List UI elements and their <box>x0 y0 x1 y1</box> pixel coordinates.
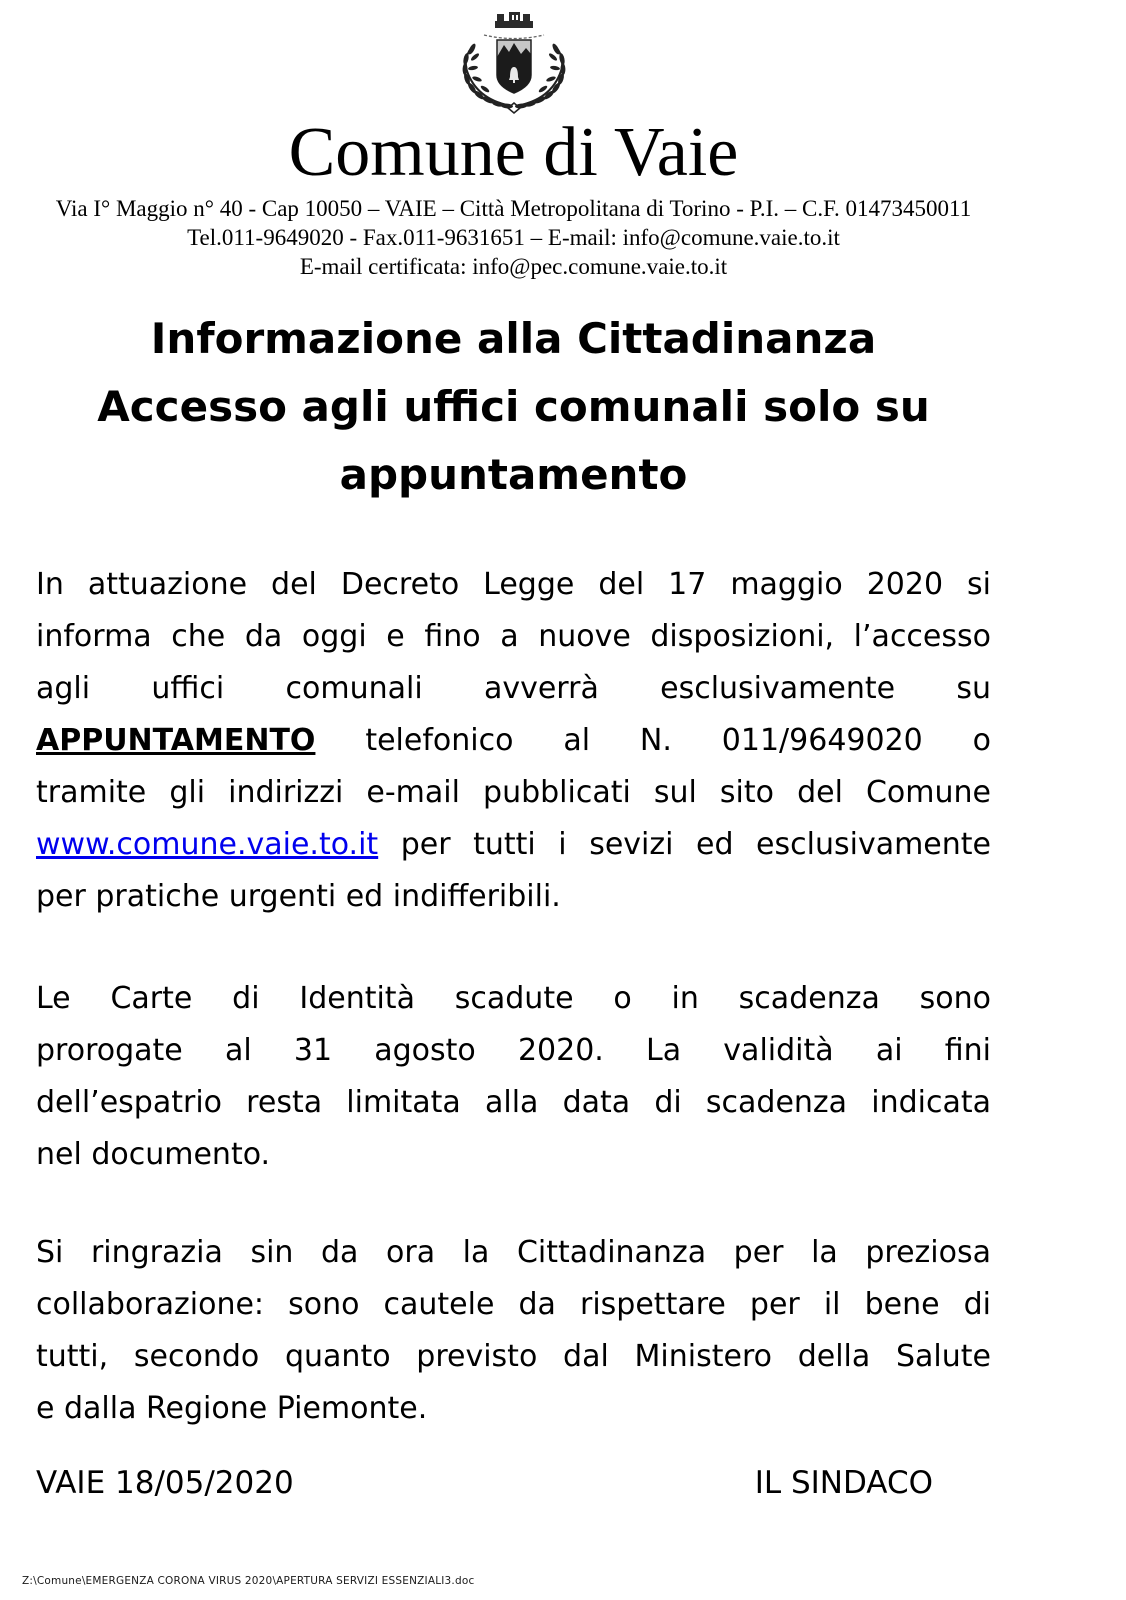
paragraph-appointment-rule <box>36 559 991 923</box>
notice-title-line-2: Accesso agli uffici comunali solo su <box>97 381 930 431</box>
appuntamento-emphasis: APPUNTAMENTO <box>36 722 316 758</box>
address-line-2: Tel.011-9649020 - Fax.011-9631651 – E-mail: info@comune.vaie.to.it <box>187 224 840 250</box>
text-line <box>36 819 991 871</box>
paragraph-identity-cards <box>36 973 991 1181</box>
text-line: e dalla Regione Piemonte. <box>36 1390 428 1426</box>
text-line: prorogate al 31 agosto 2020. La validità ai fini <box>36 1032 991 1068</box>
address-line-3: E-mail certificata: info@pec.comune.vaie.to.it <box>299 253 728 279</box>
text-line: dell’espatrio resta limitata alla data di scadenza indicata <box>36 1084 991 1120</box>
place-and-date: VAIE 18/05/2020 <box>36 1464 294 1501</box>
text-line: Si ringrazia sin da ora la Cittadinanza per la preziosa <box>36 1234 991 1270</box>
text-line: collaborazione: sono cautele da rispettare per il bene di <box>36 1286 991 1322</box>
municipality-name: Comune di Vaie <box>288 114 739 191</box>
text-segment: telefonico al N. 011/9649020 o <box>315 722 991 758</box>
text-line: tramite gli indirizzi e-mail pubblicati sul sito del Comune <box>36 774 991 810</box>
text-line: informa che da oggi e fino a nuove disposizioni, l’accesso <box>36 618 991 654</box>
notice-title-line-3: appuntamento <box>339 449 688 499</box>
text-line <box>36 715 991 767</box>
text-line: In attuazione del Decreto Legge del 17 maggio 2020 si <box>36 566 991 602</box>
shield-icon <box>497 40 531 93</box>
closing-row <box>36 1465 991 1501</box>
text-line: agli uffici comunali avverrà esclusivamente su <box>36 670 991 706</box>
notice-title <box>36 305 991 509</box>
text-line: nel documento. <box>36 1136 271 1172</box>
comune-website-link[interactable]: www.comune.vaie.to.it <box>36 826 379 862</box>
text-line: Le Carte di Identità scadute o in scadenza sono <box>36 980 991 1016</box>
text-line: tutti, secondo quanto previsto dal Ministero della Salute <box>36 1338 991 1374</box>
letterhead-address <box>36 194 991 281</box>
address-line-1: Via I° Maggio n° 40 - Cap 10050 – VAIE – Città Metropolitana di Torino - P.I. – C.F. 01473450011 <box>55 195 972 221</box>
coat-of-arms-icon <box>439 5 589 115</box>
paragraph-thanks <box>36 1227 991 1435</box>
notice-title-line-1: Informazione alla Cittadinanza <box>150 313 877 363</box>
mural-crown-icon <box>495 12 533 28</box>
text-line: per pratiche urgenti ed indifferibili. <box>36 878 561 914</box>
letterhead <box>36 0 991 281</box>
crown-scroll-line <box>484 35 544 39</box>
page-content <box>36 0 991 1501</box>
document-file-path: Z:\Comune\EMERGENZA CORONA VIRUS 2020\APERTURA SERVIZI ESSENZIALI3.doc <box>22 1575 475 1587</box>
text-segment: per tutti i sevizi ed esclusivamente <box>378 826 991 862</box>
signature-title: IL SINDACO <box>754 1464 933 1501</box>
